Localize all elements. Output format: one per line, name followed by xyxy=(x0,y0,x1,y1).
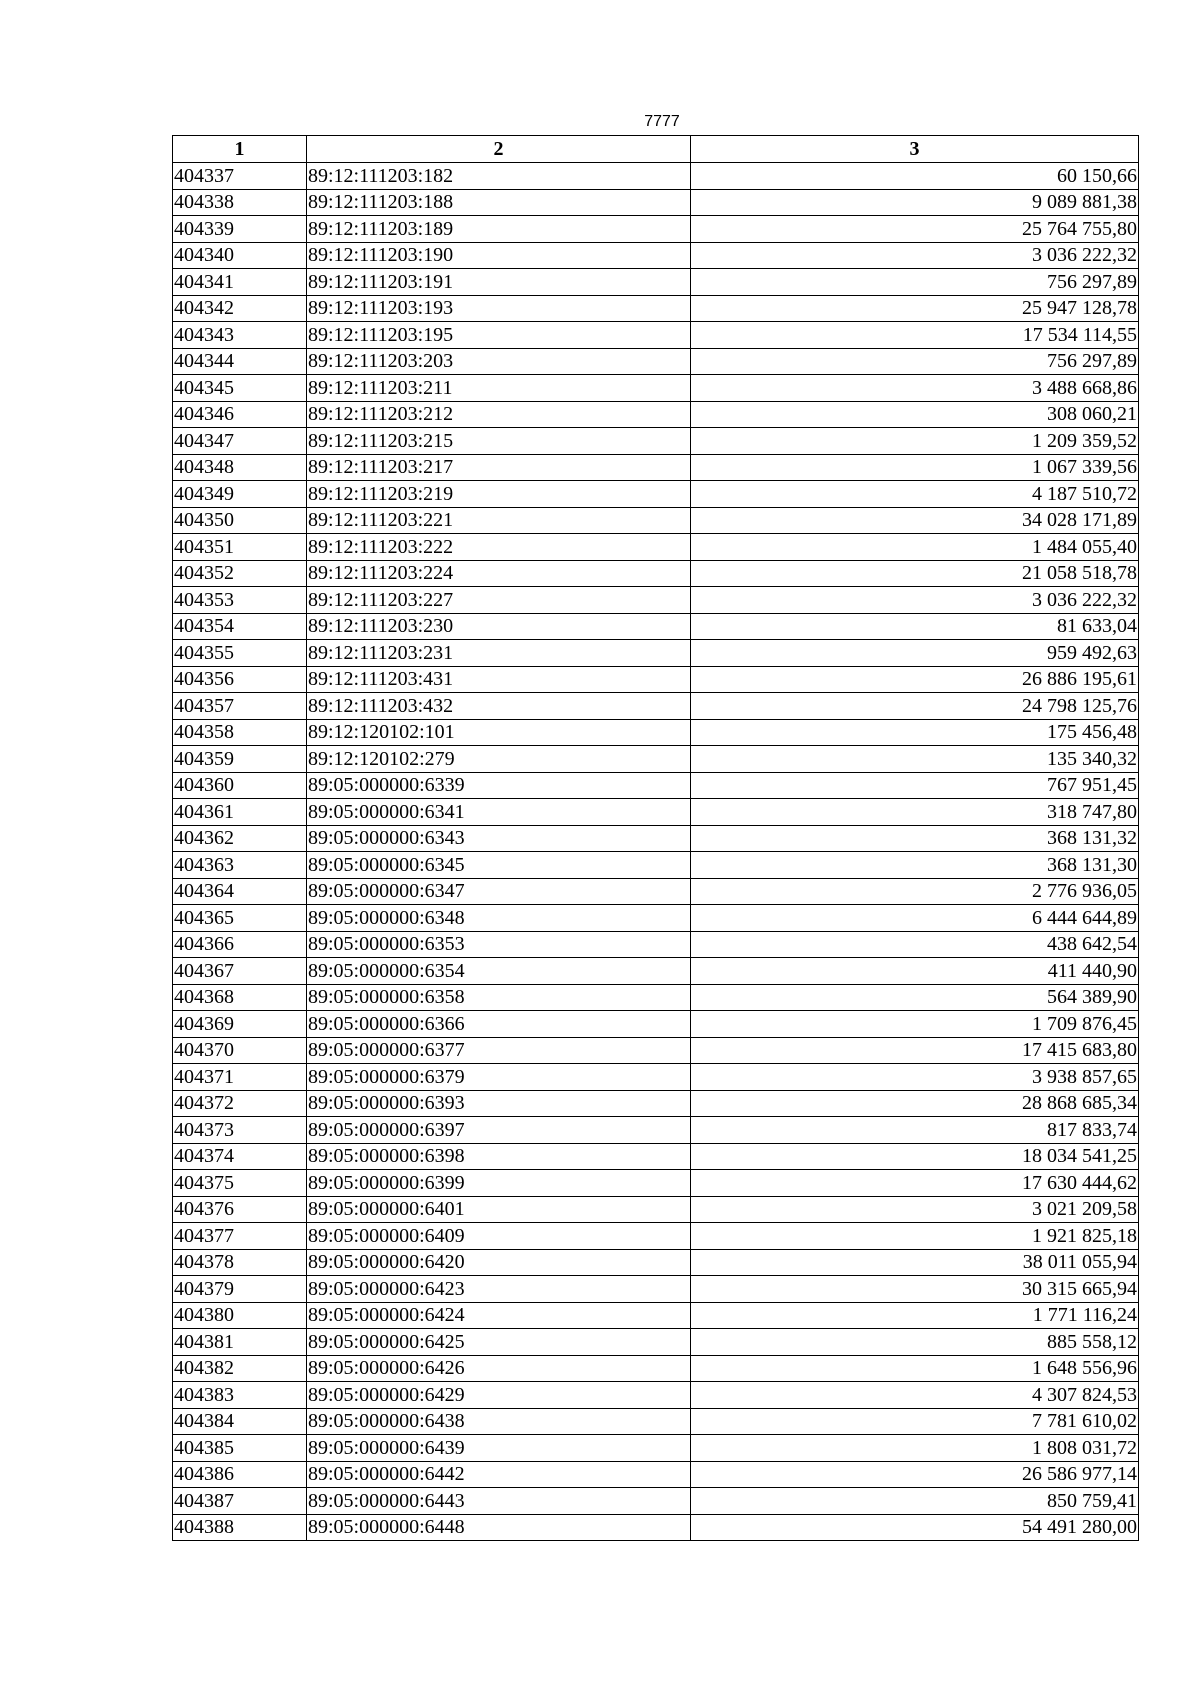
row-number-cell: 404376 xyxy=(173,1196,307,1223)
cadastral-number-cell: 89:12:111203:203 xyxy=(307,348,691,375)
row-number-cell: 404344 xyxy=(173,348,307,375)
cadastral-number-cell: 89:05:000000:6379 xyxy=(307,1064,691,1091)
page-number: 7777 xyxy=(644,113,680,130)
cadastral-number-cell: 89:05:000000:6341 xyxy=(307,799,691,826)
cadastral-number-cell: 89:12:111203:195 xyxy=(307,322,691,349)
value-cell: 368 131,30 xyxy=(691,852,1139,879)
value-cell: 767 951,45 xyxy=(691,772,1139,799)
table-row xyxy=(173,163,1139,190)
cadastral-number-cell: 89:12:111203:222 xyxy=(307,534,691,561)
table-row xyxy=(173,375,1139,402)
cadastral-number-cell: 89:12:111203:190 xyxy=(307,242,691,269)
value-cell: 368 131,32 xyxy=(691,825,1139,852)
table-row xyxy=(173,719,1139,746)
value-cell: 3 938 857,65 xyxy=(691,1064,1139,1091)
row-number-cell: 404342 xyxy=(173,295,307,322)
cadastral-number-cell: 89:05:000000:6438 xyxy=(307,1408,691,1435)
table-row xyxy=(173,1408,1139,1435)
table-row xyxy=(173,666,1139,693)
value-cell: 17 630 444,62 xyxy=(691,1170,1139,1197)
value-cell: 28 868 685,34 xyxy=(691,1090,1139,1117)
cadastral-number-cell: 89:12:111203:189 xyxy=(307,216,691,243)
row-number-cell: 404381 xyxy=(173,1329,307,1356)
table-row xyxy=(173,242,1139,269)
table-row xyxy=(173,216,1139,243)
row-number-cell: 404379 xyxy=(173,1276,307,1303)
table-row xyxy=(173,401,1139,428)
table-row xyxy=(173,1249,1139,1276)
table-row xyxy=(173,1090,1139,1117)
cadastral-number-cell: 89:12:111203:227 xyxy=(307,587,691,614)
table-row xyxy=(173,613,1139,640)
cadastral-number-cell: 89:05:000000:6366 xyxy=(307,1011,691,1038)
table-row xyxy=(173,825,1139,852)
value-cell: 54 491 280,00 xyxy=(691,1514,1139,1541)
value-cell: 817 833,74 xyxy=(691,1117,1139,1144)
cadastral-number-cell: 89:05:000000:6448 xyxy=(307,1514,691,1541)
table-row xyxy=(173,1329,1139,1356)
table-row xyxy=(173,1355,1139,1382)
value-cell: 2 776 936,05 xyxy=(691,878,1139,905)
cadastral-number-cell: 89:05:000000:6425 xyxy=(307,1329,691,1356)
table-row xyxy=(173,348,1139,375)
value-cell: 850 759,41 xyxy=(691,1488,1139,1515)
value-cell: 34 028 171,89 xyxy=(691,507,1139,534)
table-row xyxy=(173,587,1139,614)
row-number-cell: 404345 xyxy=(173,375,307,402)
table-row xyxy=(173,481,1139,508)
row-number-cell: 404360 xyxy=(173,772,307,799)
row-number-cell: 404388 xyxy=(173,1514,307,1541)
value-cell: 1 648 556,96 xyxy=(691,1355,1139,1382)
cadastral-number-cell: 89:05:000000:6401 xyxy=(307,1196,691,1223)
value-cell: 3 036 222,32 xyxy=(691,242,1139,269)
table-row xyxy=(173,1064,1139,1091)
table-row xyxy=(173,189,1139,216)
table-row xyxy=(173,1196,1139,1223)
table-row xyxy=(173,295,1139,322)
table-row xyxy=(173,852,1139,879)
cadastral-number-cell: 89:12:111203:188 xyxy=(307,189,691,216)
cadastral-number-cell: 89:05:000000:6409 xyxy=(307,1223,691,1250)
value-cell: 38 011 055,94 xyxy=(691,1249,1139,1276)
cadastral-number-cell: 89:05:000000:6442 xyxy=(307,1461,691,1488)
row-number-cell: 404343 xyxy=(173,322,307,349)
table-row xyxy=(173,1223,1139,1250)
cadastral-number-cell: 89:12:111203:211 xyxy=(307,375,691,402)
value-cell: 17 534 114,55 xyxy=(691,322,1139,349)
cadastral-number-cell: 89:05:000000:6399 xyxy=(307,1170,691,1197)
table-row xyxy=(173,1117,1139,1144)
header-col-2: 2 xyxy=(307,136,691,163)
value-cell: 21 058 518,78 xyxy=(691,560,1139,587)
row-number-cell: 404339 xyxy=(173,216,307,243)
value-cell: 175 456,48 xyxy=(691,719,1139,746)
cadastral-number-cell: 89:05:000000:6420 xyxy=(307,1249,691,1276)
cadastral-number-cell: 89:12:111203:193 xyxy=(307,295,691,322)
table-row xyxy=(173,878,1139,905)
row-number-cell: 404378 xyxy=(173,1249,307,1276)
table-row xyxy=(173,534,1139,561)
cadastral-number-cell: 89:12:120102:279 xyxy=(307,746,691,773)
value-cell: 3 036 222,32 xyxy=(691,587,1139,614)
value-cell: 3 021 209,58 xyxy=(691,1196,1139,1223)
row-number-cell: 404346 xyxy=(173,401,307,428)
row-number-cell: 404356 xyxy=(173,666,307,693)
cadastral-number-cell: 89:05:000000:6348 xyxy=(307,905,691,932)
value-cell: 1 808 031,72 xyxy=(691,1435,1139,1462)
cadastral-number-cell: 89:12:111203:230 xyxy=(307,613,691,640)
row-number-cell: 404368 xyxy=(173,984,307,1011)
value-cell: 756 297,89 xyxy=(691,269,1139,296)
cadastral-number-cell: 89:12:120102:101 xyxy=(307,719,691,746)
table-row xyxy=(173,1170,1139,1197)
cadastral-number-cell: 89:05:000000:6353 xyxy=(307,931,691,958)
value-cell: 4 187 510,72 xyxy=(691,481,1139,508)
value-cell: 1 209 359,52 xyxy=(691,428,1139,455)
cadastral-number-cell: 89:12:111203:215 xyxy=(307,428,691,455)
cadastral-number-cell: 89:05:000000:6345 xyxy=(307,852,691,879)
row-number-cell: 404354 xyxy=(173,613,307,640)
row-number-cell: 404374 xyxy=(173,1143,307,1170)
cadastral-number-cell: 89:05:000000:6347 xyxy=(307,878,691,905)
value-cell: 9 089 881,38 xyxy=(691,189,1139,216)
value-cell: 81 633,04 xyxy=(691,613,1139,640)
row-number-cell: 404358 xyxy=(173,719,307,746)
row-number-cell: 404382 xyxy=(173,1355,307,1382)
table-row xyxy=(173,772,1139,799)
row-number-cell: 404357 xyxy=(173,693,307,720)
value-cell: 1 771 116,24 xyxy=(691,1302,1139,1329)
row-number-cell: 404387 xyxy=(173,1488,307,1515)
table-row xyxy=(173,958,1139,985)
row-number-cell: 404355 xyxy=(173,640,307,667)
table-row xyxy=(173,799,1139,826)
row-number-cell: 404367 xyxy=(173,958,307,985)
cadastral-number-cell: 89:05:000000:6424 xyxy=(307,1302,691,1329)
table-row xyxy=(173,1514,1139,1541)
table-row xyxy=(173,1382,1139,1409)
row-number-cell: 404363 xyxy=(173,852,307,879)
value-cell: 885 558,12 xyxy=(691,1329,1139,1356)
row-number-cell: 404337 xyxy=(173,163,307,190)
cadastral-number-cell: 89:12:111203:431 xyxy=(307,666,691,693)
value-cell: 135 340,32 xyxy=(691,746,1139,773)
table-row xyxy=(173,428,1139,455)
row-number-cell: 404366 xyxy=(173,931,307,958)
cadastral-number-cell: 89:05:000000:6397 xyxy=(307,1117,691,1144)
value-cell: 438 642,54 xyxy=(691,931,1139,958)
row-number-cell: 404353 xyxy=(173,587,307,614)
value-cell: 959 492,63 xyxy=(691,640,1139,667)
row-number-cell: 404377 xyxy=(173,1223,307,1250)
table-row xyxy=(173,905,1139,932)
value-cell: 308 060,21 xyxy=(691,401,1139,428)
cadastral-number-cell: 89:05:000000:6398 xyxy=(307,1143,691,1170)
cadastral-number-cell: 89:12:111203:191 xyxy=(307,269,691,296)
cadastral-number-cell: 89:05:000000:6358 xyxy=(307,984,691,1011)
cadastral-number-cell: 89:12:111203:212 xyxy=(307,401,691,428)
table-row xyxy=(173,454,1139,481)
row-number-cell: 404347 xyxy=(173,428,307,455)
table-row xyxy=(173,269,1139,296)
row-number-cell: 404348 xyxy=(173,454,307,481)
cadastral-number-cell: 89:12:111203:432 xyxy=(307,693,691,720)
row-number-cell: 404352 xyxy=(173,560,307,587)
table-row xyxy=(173,322,1139,349)
row-number-cell: 404351 xyxy=(173,534,307,561)
row-number-cell: 404349 xyxy=(173,481,307,508)
value-cell: 24 798 125,76 xyxy=(691,693,1139,720)
value-cell: 318 747,80 xyxy=(691,799,1139,826)
table-row xyxy=(173,1143,1139,1170)
table-row xyxy=(173,1461,1139,1488)
row-number-cell: 404350 xyxy=(173,507,307,534)
value-cell: 4 307 824,53 xyxy=(691,1382,1139,1409)
table-row xyxy=(173,507,1139,534)
value-cell: 17 415 683,80 xyxy=(691,1037,1139,1064)
row-number-cell: 404340 xyxy=(173,242,307,269)
value-cell: 1 921 825,18 xyxy=(691,1223,1139,1250)
row-number-cell: 404372 xyxy=(173,1090,307,1117)
table-row xyxy=(173,746,1139,773)
value-cell: 3 488 668,86 xyxy=(691,375,1139,402)
cadastral-number-cell: 89:12:111203:219 xyxy=(307,481,691,508)
table-header xyxy=(173,136,1139,163)
cadastral-number-cell: 89:12:111203:217 xyxy=(307,454,691,481)
value-cell: 564 389,90 xyxy=(691,984,1139,1011)
value-cell: 30 315 665,94 xyxy=(691,1276,1139,1303)
row-number-cell: 404371 xyxy=(173,1064,307,1091)
table-row xyxy=(173,931,1139,958)
cadastral-number-cell: 89:05:000000:6393 xyxy=(307,1090,691,1117)
cadastral-number-cell: 89:12:111203:224 xyxy=(307,560,691,587)
cadastral-number-cell: 89:12:111203:221 xyxy=(307,507,691,534)
value-cell: 1 709 876,45 xyxy=(691,1011,1139,1038)
row-number-cell: 404383 xyxy=(173,1382,307,1409)
value-cell: 756 297,89 xyxy=(691,348,1139,375)
row-number-cell: 404375 xyxy=(173,1170,307,1197)
value-cell: 25 764 755,80 xyxy=(691,216,1139,243)
value-cell: 6 444 644,89 xyxy=(691,905,1139,932)
row-number-cell: 404385 xyxy=(173,1435,307,1462)
value-cell: 7 781 610,02 xyxy=(691,1408,1139,1435)
value-cell: 26 586 977,14 xyxy=(691,1461,1139,1488)
row-number-cell: 404380 xyxy=(173,1302,307,1329)
row-number-cell: 404365 xyxy=(173,905,307,932)
row-number-cell: 404361 xyxy=(173,799,307,826)
row-number-cell: 404369 xyxy=(173,1011,307,1038)
cadastral-number-cell: 89:05:000000:6354 xyxy=(307,958,691,985)
row-number-cell: 404341 xyxy=(173,269,307,296)
header-col-3: 3 xyxy=(691,136,1139,163)
table-row xyxy=(173,640,1139,667)
value-cell: 60 150,66 xyxy=(691,163,1139,190)
cadastral-number-cell: 89:05:000000:6426 xyxy=(307,1355,691,1382)
cadastral-number-cell: 89:05:000000:6377 xyxy=(307,1037,691,1064)
table-row xyxy=(173,1011,1139,1038)
cadastral-number-cell: 89:12:111203:182 xyxy=(307,163,691,190)
row-number-cell: 404338 xyxy=(173,189,307,216)
data-table xyxy=(172,135,1139,1541)
cadastral-number-cell: 89:12:111203:231 xyxy=(307,640,691,667)
table-row xyxy=(173,1302,1139,1329)
table-row xyxy=(173,1037,1139,1064)
table-body xyxy=(173,163,1139,1541)
table-row xyxy=(173,693,1139,720)
row-number-cell: 404384 xyxy=(173,1408,307,1435)
value-cell: 411 440,90 xyxy=(691,958,1139,985)
row-number-cell: 404373 xyxy=(173,1117,307,1144)
table-row xyxy=(173,984,1139,1011)
table-row xyxy=(173,1276,1139,1303)
value-cell: 26 886 195,61 xyxy=(691,666,1139,693)
table-row xyxy=(173,1488,1139,1515)
cadastral-number-cell: 89:05:000000:6429 xyxy=(307,1382,691,1409)
row-number-cell: 404386 xyxy=(173,1461,307,1488)
header-row xyxy=(173,136,1139,163)
value-cell: 18 034 541,25 xyxy=(691,1143,1139,1170)
table-row xyxy=(173,560,1139,587)
row-number-cell: 404362 xyxy=(173,825,307,852)
table-row xyxy=(173,1435,1139,1462)
row-number-cell: 404364 xyxy=(173,878,307,905)
row-number-cell: 404359 xyxy=(173,746,307,773)
row-number-cell: 404370 xyxy=(173,1037,307,1064)
value-cell: 1 067 339,56 xyxy=(691,454,1139,481)
header-col-1: 1 xyxy=(173,136,307,163)
value-cell: 1 484 055,40 xyxy=(691,534,1139,561)
cadastral-number-cell: 89:05:000000:6443 xyxy=(307,1488,691,1515)
cadastral-number-cell: 89:05:000000:6343 xyxy=(307,825,691,852)
cadastral-number-cell: 89:05:000000:6423 xyxy=(307,1276,691,1303)
value-cell: 25 947 128,78 xyxy=(691,295,1139,322)
cadastral-number-cell: 89:05:000000:6339 xyxy=(307,772,691,799)
cadastral-number-cell: 89:05:000000:6439 xyxy=(307,1435,691,1462)
